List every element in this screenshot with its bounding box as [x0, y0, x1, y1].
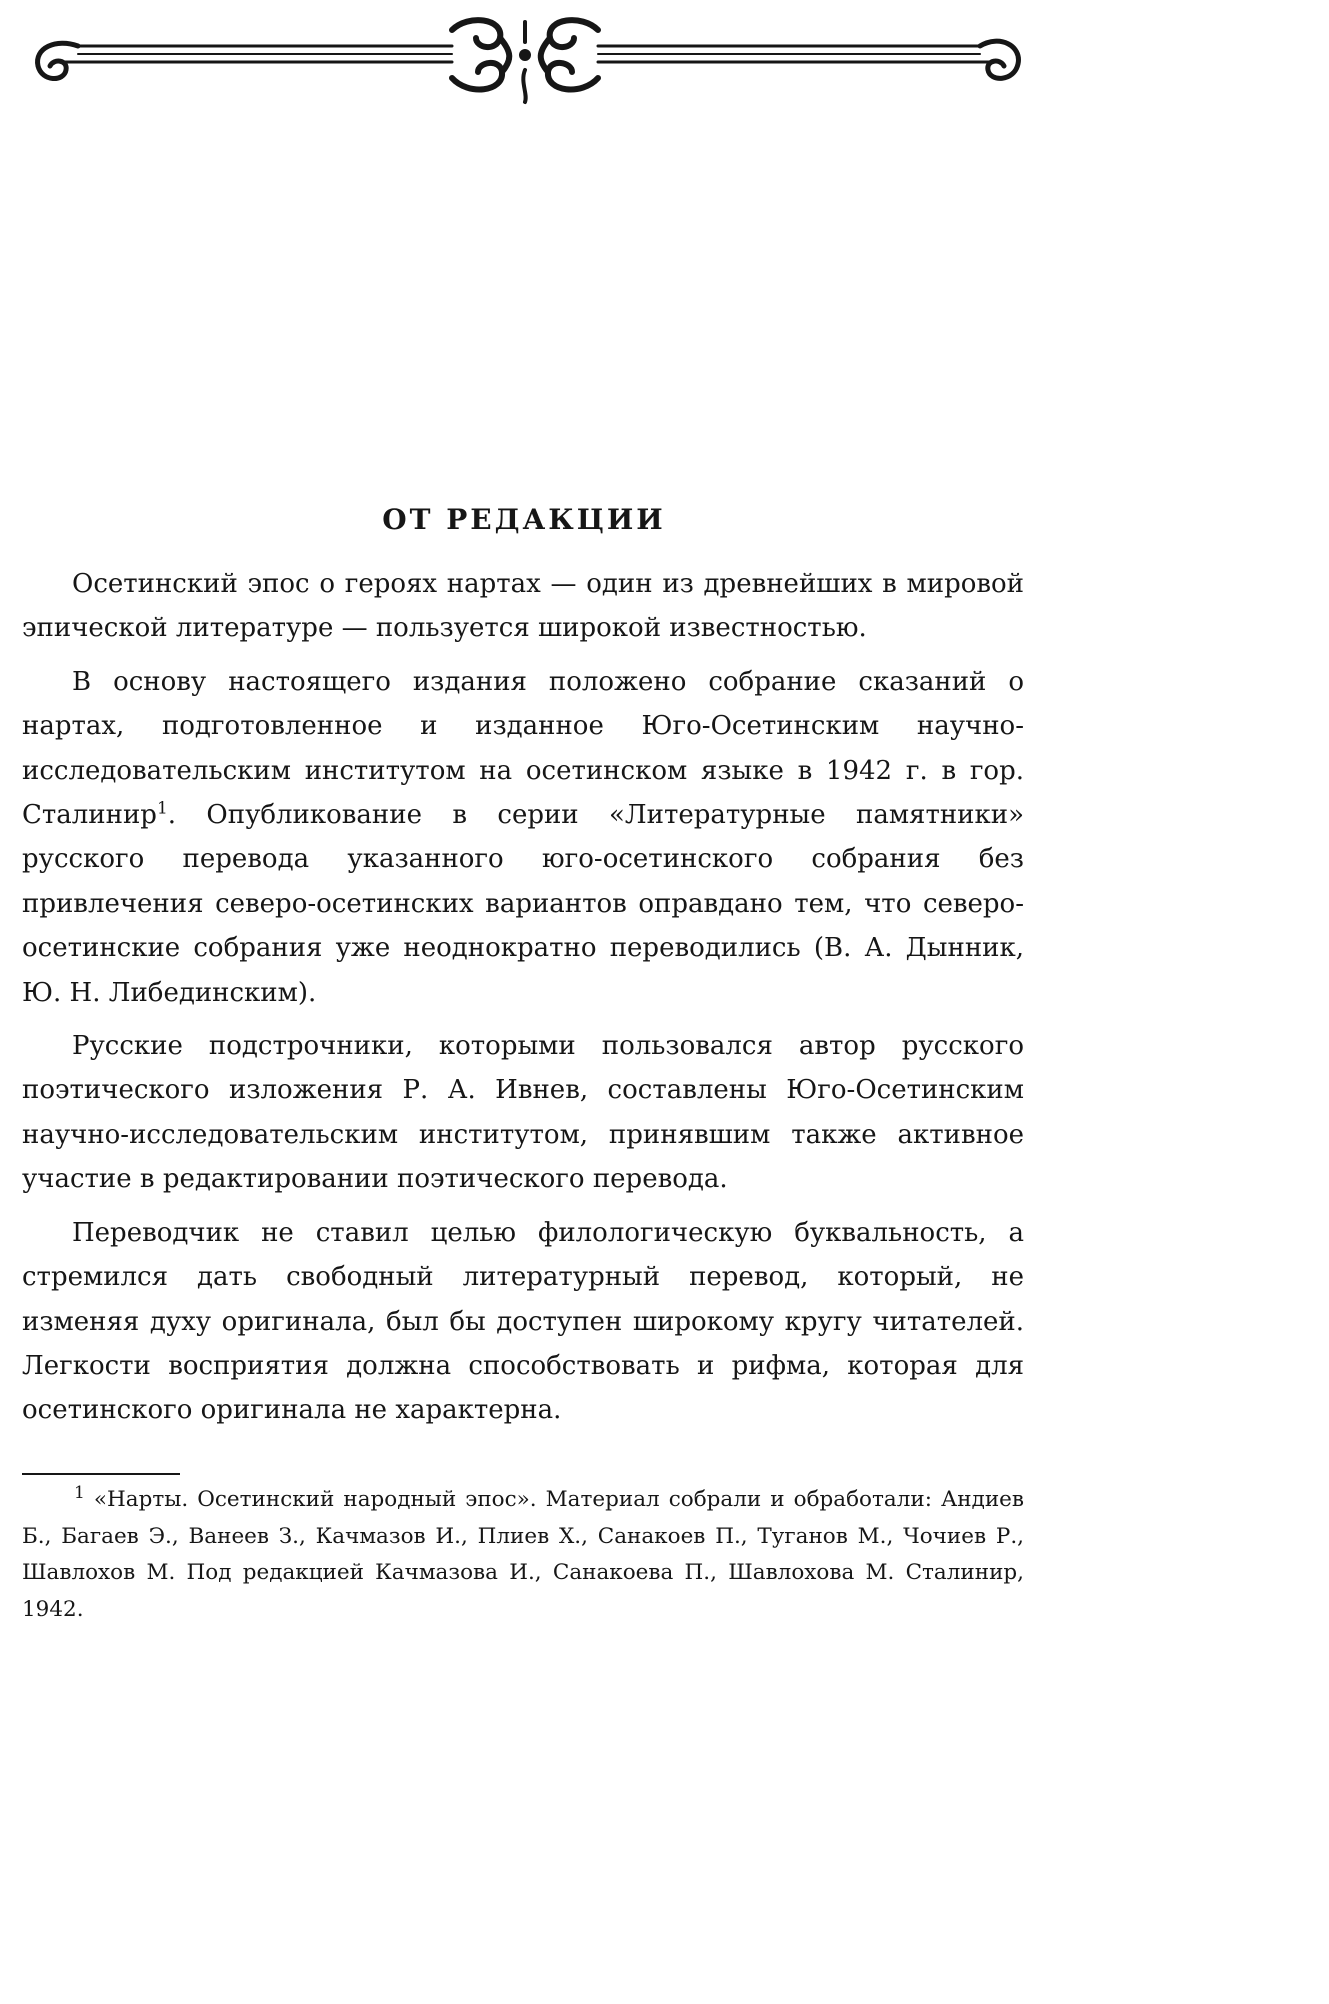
paragraph-3: Русские подстрочники, которыми пользовался автор русского поэтического изложения Р. А. Ивнев, составлены Юго-Осетинским научно-исследовательским институтом, принявшим также активное участие в редактировании поэтического перевода.	[22, 1031, 1024, 1195]
footnote-marker: 1	[74, 1482, 85, 1503]
paragraph-2-text-start: В основу настоящего издания положено собрание сказаний о нартах, подготовленное и изданное Юго-Осетинским научно-исследовательским институтом на осетинском языке в 1942 г. в гор. Сталинир	[22, 666, 1024, 831]
paragraph-1: Осетинский эпос о героях нартах — один из древнейших в мировой эпической литературе — пользуется широкой известностью.	[22, 569, 1024, 644]
footnote	[22, 1482, 1024, 1628]
headpiece-ornament	[20, 8, 1030, 108]
editorial-text	[22, 562, 1024, 1442]
paragraph-2	[22, 660, 1024, 1015]
footnote-reference: 1	[156, 798, 168, 819]
paragraph-2-text-end: . Опубликование в серии «Литературные памятники» русского перевода указанного юго-осетинского собрания без привлечения северо-осетинских вариантов оправдано тем, что северо-осетинские собрания уже неоднократно переводились (В. А. Дынник, Ю. Н. Либединским).	[22, 800, 1024, 1008]
footnote-text: «Нарты. Осетинский народный эпос». Материал собрали и обработали: Андиев Б., Багаев Э., Ванеев З., Качмазов И., Плиев Х., Санакоев П., Туганов М., Чочиев Р., Шавлохов М. Под редакцией Качмазова И., Санакоева П., Шавлохова М. Сталинир, 1942.	[22, 1487, 1024, 1622]
section-heading: ОТ РЕДАКЦИИ	[382, 503, 666, 536]
paragraph-4: Переводчик не ставил целью филологическую буквальность, а стремился дать свободный литературный перевод, который, не изменяя духу оригинала, был бы доступен широкому кругу читателей. Легкости восприятия должна способствовать и рифма, которая для осетинского оригинала не характерна.	[22, 1217, 1024, 1426]
footnote-divider	[22, 1473, 180, 1475]
